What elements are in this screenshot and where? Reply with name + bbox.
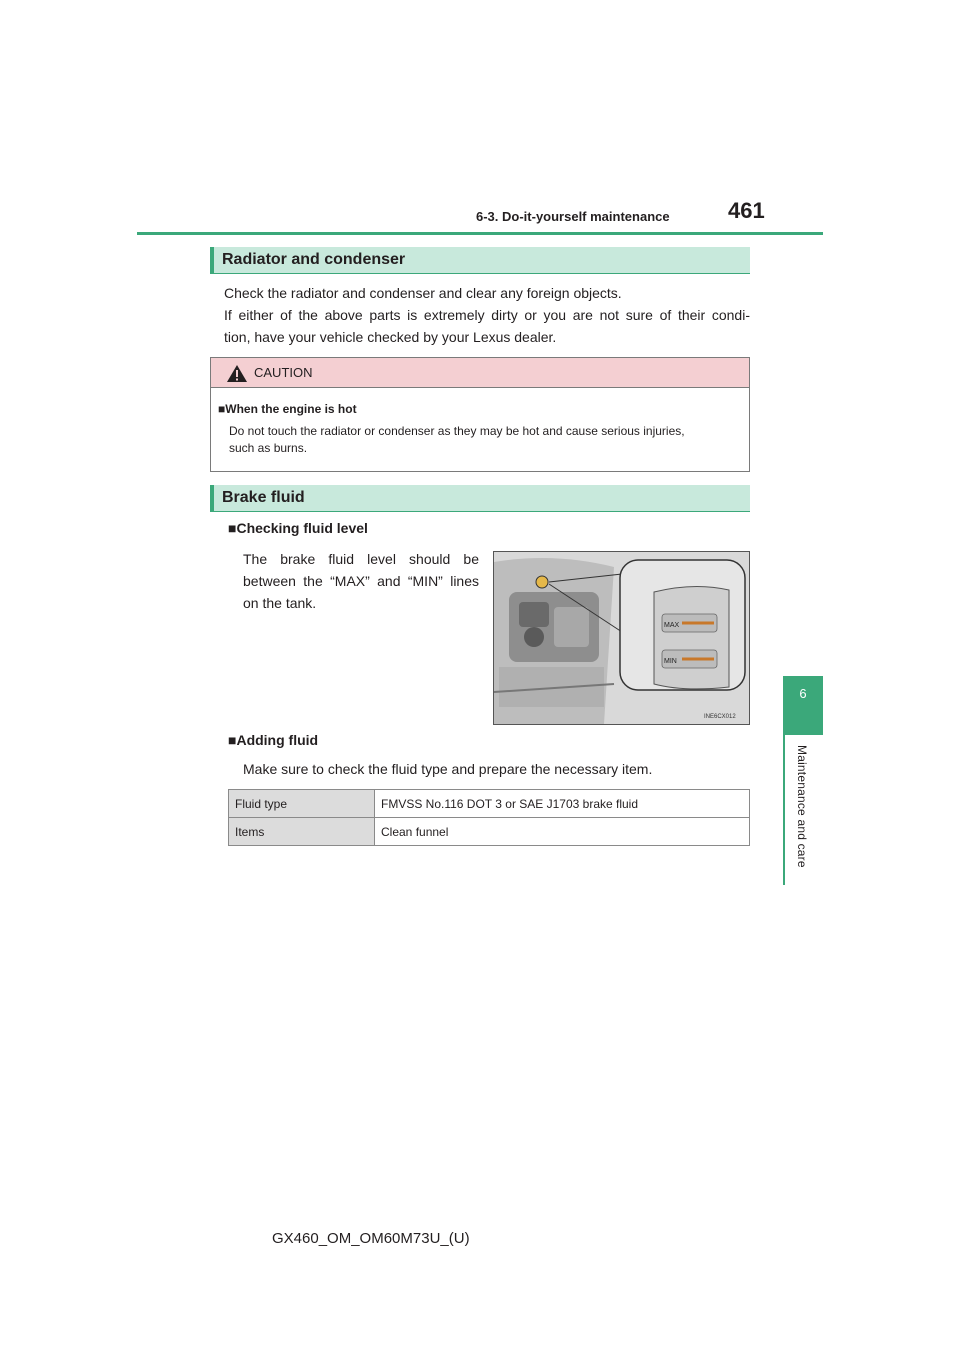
table-value: Clean funnel: [375, 818, 750, 846]
header-divider: [137, 232, 823, 235]
page-number: 461: [728, 198, 765, 223]
adding-fluid-text: Make sure to check the fluid type and prepare the necessary item.: [243, 761, 653, 777]
caution-text-line1: Do not touch the radiator or condenser as they may be hot and cause serious injuries,: [229, 424, 685, 438]
radiator-section-title: Radiator and condenser: [222, 251, 406, 268]
checking-fluid-text: [243, 548, 479, 614]
caution-text: [229, 423, 744, 457]
section-header: 6-3. Do-it-yourself maintenance: [476, 209, 670, 224]
caution-text-line2: such as burns.: [229, 441, 308, 455]
table-row: [229, 818, 750, 846]
radiator-text-line1: Check the radiator and condenser and clear any foreign objects.: [224, 285, 622, 301]
chapter-number: 6: [799, 686, 807, 701]
warning-triangle-icon: [226, 364, 248, 383]
engine-bay-drawing: [494, 552, 749, 724]
caution-subheading: ■When the engine is hot: [218, 402, 357, 416]
brake-fluid-section-heading: [210, 485, 750, 512]
chapter-tab: [783, 676, 823, 735]
chapter-tab-line: [783, 735, 785, 885]
checking-fluid-heading: ■Checking fluid level: [228, 520, 368, 536]
caution-title: CAUTION: [254, 365, 313, 380]
radiator-text-line3: tion, have your vehicle checked by your Lexus dealer.: [224, 329, 557, 345]
adding-fluid-heading: ■Adding fluid: [228, 732, 319, 748]
brake-fluid-spec-table: [228, 789, 750, 846]
illustration-code: INE6CX012: [704, 714, 736, 720]
checking-fluid-line2: between the “MAX” and “MIN” lines: [243, 573, 479, 589]
table-value: FMVSS No.116 DOT 3 or SAE J1703 brake fluid: [375, 790, 750, 818]
checking-fluid-line3: on the tank.: [243, 595, 317, 611]
chapter-label: Maintenance and care: [795, 745, 809, 868]
radiator-text-line2: If either of the above parts is extremely dirty or you are not sure of their condi-: [224, 307, 750, 323]
table-key: Fluid type: [229, 790, 375, 818]
checking-fluid-line1: The brake fluid level should be: [243, 551, 479, 567]
min-label: MIN: [664, 658, 677, 665]
table-row: [229, 790, 750, 818]
document-code: GX460_OM_OM60M73U_(U): [272, 1230, 470, 1247]
brake-fluid-reservoir-illustration: [493, 551, 750, 725]
brake-fluid-section-title: Brake fluid: [222, 489, 305, 506]
max-label: MAX: [664, 622, 680, 629]
radiator-section-heading: [210, 247, 750, 274]
table-key: Items: [229, 818, 375, 846]
